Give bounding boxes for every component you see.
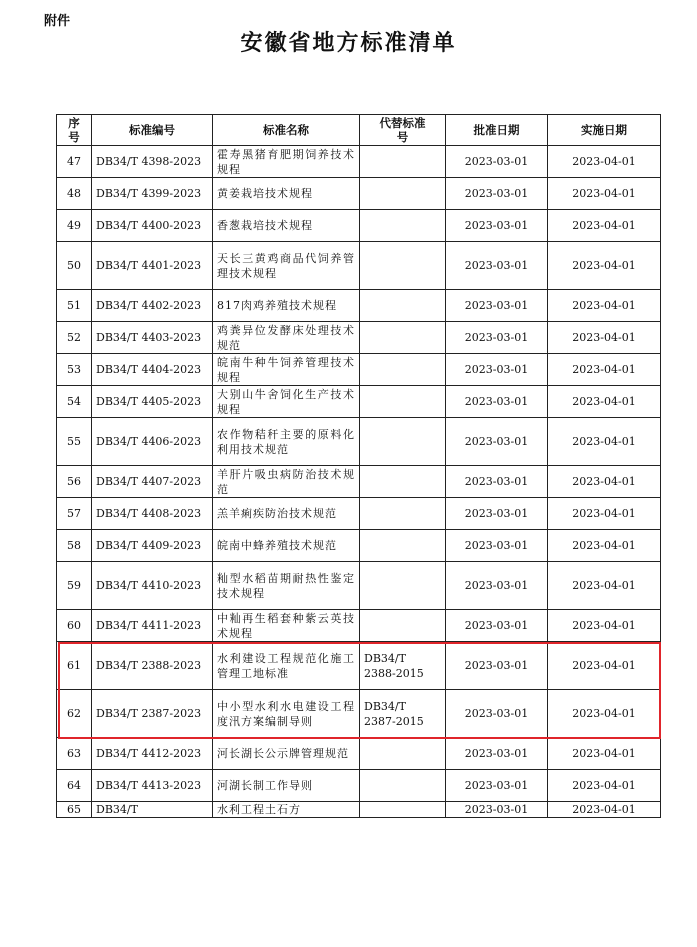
table-row (57, 354, 661, 386)
table-row (57, 802, 661, 818)
row-standard-name: 鸡粪异位发酵床处理技术规范 (213, 322, 360, 354)
row-approval-date: 2023-03-01 (446, 354, 548, 386)
row-standard-code: DB34/T 4412-2023 (92, 738, 213, 770)
row-seq: 60 (57, 610, 92, 642)
row-seq: 52 (57, 322, 92, 354)
row-approval-date: 2023-03-01 (446, 466, 548, 498)
row-standard-name: 霍寿黑猪育肥期饲养技术规程 (213, 146, 360, 178)
row-seq: 51 (57, 290, 92, 322)
row-effective-date: 2023-04-01 (548, 610, 661, 642)
row-standard-name: 羊肝片吸虫病防治技术规范 (213, 466, 360, 498)
row-standard-name: 水利工程土石方 (213, 802, 360, 818)
row-standard-code: DB34/T 4399-2023 (92, 178, 213, 210)
table-row (57, 498, 661, 530)
table-header-row (57, 115, 661, 146)
row-approval-date: 2023-03-01 (446, 770, 548, 802)
row-approval-date: 2023-03-01 (446, 530, 548, 562)
row-standard-name: 中小型水利水电建设工程度汛方案编制导则 (213, 690, 360, 738)
row-effective-date: 2023-04-01 (548, 498, 661, 530)
col-header-approved: 批准日期 (446, 115, 548, 146)
page-title: 安徽省地方标准清单 (240, 30, 457, 56)
attachment-label: 附件 (44, 14, 71, 29)
row-standard-code: DB34/T 4409-2023 (92, 530, 213, 562)
row-approval-date: 2023-03-01 (446, 322, 548, 354)
table-row (57, 562, 661, 610)
row-approval-date: 2023-03-01 (446, 690, 548, 738)
row-replaces (360, 178, 446, 210)
standards-table (56, 114, 661, 818)
row-standard-code: DB34/T 4402-2023 (92, 290, 213, 322)
row-replaces (360, 322, 446, 354)
row-standard-name: 农作物秸秆主要的原料化利用技术规范 (213, 418, 360, 466)
row-replaces (360, 418, 446, 466)
row-seq: 62 (57, 690, 92, 738)
row-replaces (360, 738, 446, 770)
col-header-effective: 实施日期 (548, 115, 661, 146)
table-row (57, 738, 661, 770)
row-standard-code: DB34/T 2388-2023 (92, 642, 213, 690)
row-seq: 47 (57, 146, 92, 178)
row-replaces (360, 210, 446, 242)
table-row (57, 690, 661, 738)
row-standard-name: 籼型水稻苗期耐热性鉴定技术规程 (213, 562, 360, 610)
row-effective-date: 2023-04-01 (548, 178, 661, 210)
row-seq: 48 (57, 178, 92, 210)
row-standard-name: 河湖长制工作导则 (213, 770, 360, 802)
row-seq: 49 (57, 210, 92, 242)
table-row (57, 530, 661, 562)
row-replaces (360, 146, 446, 178)
row-replaces (360, 290, 446, 322)
table-row (57, 386, 661, 418)
row-effective-date: 2023-04-01 (548, 290, 661, 322)
row-effective-date: 2023-04-01 (548, 642, 661, 690)
row-standard-name: 羔羊痢疾防治技术规范 (213, 498, 360, 530)
row-approval-date: 2023-03-01 (446, 210, 548, 242)
row-replaces (360, 354, 446, 386)
row-seq: 65 (57, 802, 92, 818)
row-standard-name: 水利建设工程规范化施工管理工地标准 (213, 642, 360, 690)
row-approval-date: 2023-03-01 (446, 386, 548, 418)
row-replaces: DB34/T 2388-2015 (360, 642, 446, 690)
row-seq: 50 (57, 242, 92, 290)
row-seq: 59 (57, 562, 92, 610)
row-standard-name: 黄姜栽培技术规程 (213, 178, 360, 210)
row-standard-code: DB34/T 4400-2023 (92, 210, 213, 242)
row-standard-code: DB34/T 4403-2023 (92, 322, 213, 354)
row-approval-date: 2023-03-01 (446, 738, 548, 770)
row-approval-date: 2023-03-01 (446, 498, 548, 530)
row-standard-code: DB34/T 4405-2023 (92, 386, 213, 418)
table-row (57, 642, 661, 690)
row-replaces (360, 242, 446, 290)
row-standard-name: 皖南牛种牛饲养管理技术规程 (213, 354, 360, 386)
row-replaces: DB34/T 2387-2015 (360, 690, 446, 738)
row-standard-code: DB34/T 4407-2023 (92, 466, 213, 498)
row-standard-name: 817肉鸡养殖技术规程 (213, 290, 360, 322)
table-row (57, 210, 661, 242)
row-effective-date: 2023-04-01 (548, 210, 661, 242)
row-standard-name: 香葱栽培技术规程 (213, 210, 360, 242)
row-approval-date: 2023-03-01 (446, 418, 548, 466)
row-standard-name: 河长湖长公示牌管理规范 (213, 738, 360, 770)
row-effective-date: 2023-04-01 (548, 386, 661, 418)
table-row (57, 322, 661, 354)
row-standard-code: DB34/T 4401-2023 (92, 242, 213, 290)
table-row (57, 242, 661, 290)
row-approval-date: 2023-03-01 (446, 642, 548, 690)
table-row (57, 290, 661, 322)
row-effective-date: 2023-04-01 (548, 354, 661, 386)
table-row (57, 418, 661, 466)
row-effective-date: 2023-04-01 (548, 530, 661, 562)
row-seq: 53 (57, 354, 92, 386)
row-seq: 64 (57, 770, 92, 802)
row-replaces (360, 386, 446, 418)
row-effective-date: 2023-04-01 (548, 770, 661, 802)
row-seq: 54 (57, 386, 92, 418)
row-approval-date: 2023-03-01 (446, 562, 548, 610)
row-seq: 56 (57, 466, 92, 498)
row-standard-name: 皖南中蜂养殖技术规范 (213, 530, 360, 562)
table-row (57, 610, 661, 642)
row-standard-code: DB34/T 4404-2023 (92, 354, 213, 386)
row-effective-date: 2023-04-01 (548, 242, 661, 290)
row-seq: 63 (57, 738, 92, 770)
table-row (57, 466, 661, 498)
row-effective-date: 2023-04-01 (548, 322, 661, 354)
row-standard-name: 大别山牛舍饲化生产技术规程 (213, 386, 360, 418)
col-header-replaces: 代替标准号 (360, 115, 446, 146)
row-replaces (360, 770, 446, 802)
row-effective-date: 2023-04-01 (548, 738, 661, 770)
row-standard-code: DB34/T 2387-2023 (92, 690, 213, 738)
row-replaces (360, 530, 446, 562)
row-replaces (360, 562, 446, 610)
row-replaces (360, 802, 446, 818)
row-standard-code: DB34/T 4398-2023 (92, 146, 213, 178)
row-seq: 55 (57, 418, 92, 466)
table-row (57, 146, 661, 178)
row-approval-date: 2023-03-01 (446, 802, 548, 818)
row-replaces (360, 610, 446, 642)
row-standard-code: DB34/T 4413-2023 (92, 770, 213, 802)
row-effective-date: 2023-04-01 (548, 418, 661, 466)
row-standard-code: DB34/T 4410-2023 (92, 562, 213, 610)
table-row (57, 770, 661, 802)
col-header-code: 标准编号 (92, 115, 213, 146)
row-approval-date: 2023-03-01 (446, 178, 548, 210)
row-effective-date: 2023-04-01 (548, 146, 661, 178)
table-body (57, 146, 661, 818)
row-standard-code: DB34/T 4411-2023 (92, 610, 213, 642)
row-replaces (360, 466, 446, 498)
row-approval-date: 2023-03-01 (446, 146, 548, 178)
row-seq: 57 (57, 498, 92, 530)
row-replaces (360, 498, 446, 530)
row-effective-date: 2023-04-01 (548, 690, 661, 738)
row-approval-date: 2023-03-01 (446, 610, 548, 642)
row-standard-name: 中籼再生稻套种紫云英技术规程 (213, 610, 360, 642)
table-row (57, 178, 661, 210)
col-header-name: 标准名称 (213, 115, 360, 146)
row-standard-code: DB34/T 4408-2023 (92, 498, 213, 530)
row-approval-date: 2023-03-01 (446, 290, 548, 322)
row-effective-date: 2023-04-01 (548, 802, 661, 818)
row-standard-name: 天长三黄鸡商品代饲养管理技术规程 (213, 242, 360, 290)
row-effective-date: 2023-04-01 (548, 562, 661, 610)
row-standard-code: DB34/T (92, 802, 213, 818)
row-seq: 58 (57, 530, 92, 562)
row-standard-code: DB34/T 4406-2023 (92, 418, 213, 466)
row-effective-date: 2023-04-01 (548, 466, 661, 498)
row-approval-date: 2023-03-01 (446, 242, 548, 290)
row-seq: 61 (57, 642, 92, 690)
col-header-seq: 序号 (57, 115, 92, 146)
